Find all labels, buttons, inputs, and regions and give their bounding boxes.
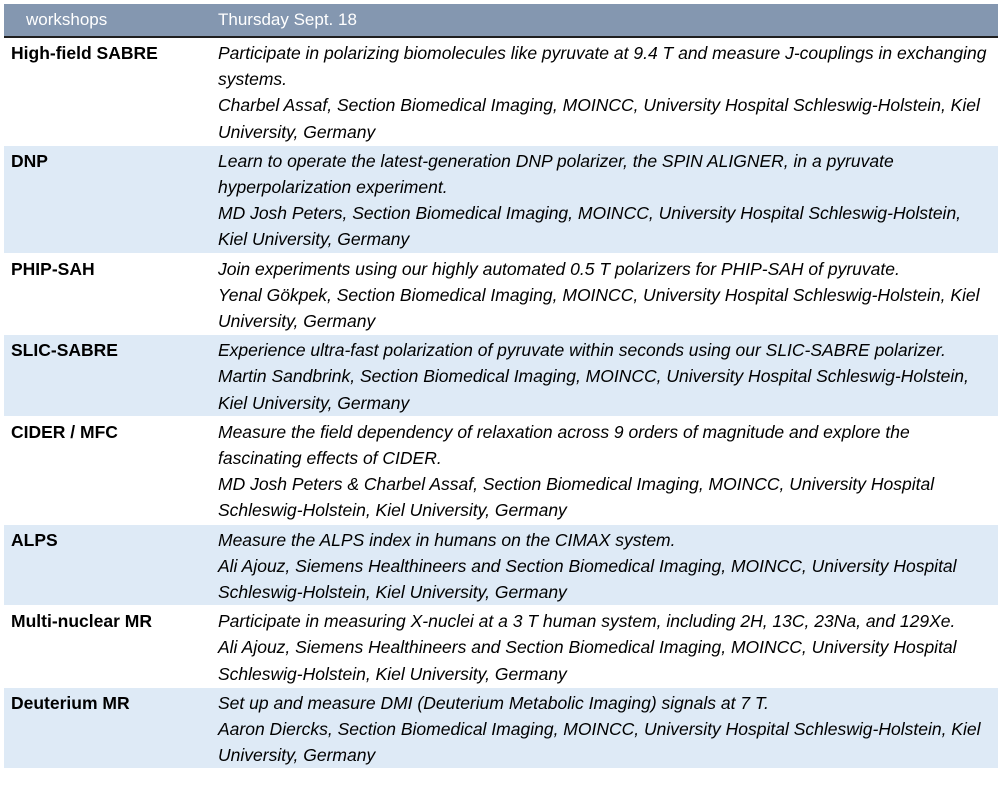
workshop-presenter: MD Josh Peters & Charbel Assaf, Section Biomedical Imaging, MOINCC, University Hospital Schleswig-Holstein, Kiel University, Germany — [218, 474, 935, 521]
workshop-row — [4, 38, 998, 146]
workshop-title: SLIC-SABRE — [11, 340, 118, 361]
workshop-presenter: Martin Sandbrink, Section Biomedical Imaging, MOINCC, University Hospital Schleswig-Holstein, Kiel University, Germany — [218, 366, 969, 413]
workshop-row — [4, 146, 998, 254]
workshop-details — [210, 146, 998, 253]
table-header — [4, 4, 998, 38]
workshop-details — [210, 417, 998, 524]
workshop-row — [4, 417, 998, 525]
workshop-description: Measure the ALPS index in humans on the CIMAX system. — [218, 529, 676, 550]
workshop-row — [4, 688, 998, 770]
header-workshops: workshops — [26, 10, 108, 29]
workshop-description: Participate in measuring X-nuclei at a 3 T human system, including 2H, 13C, 23Na, and 129Xe. — [218, 611, 956, 632]
workshop-title: Multi-nuclear MR — [11, 611, 152, 632]
workshop-presenter: Ali Ajouz, Siemens Healthineers and Section Biomedical Imaging, MOINCC, University Hospital Schleswig-Holstein, Kiel University, Germany — [218, 555, 957, 603]
workshop-row — [4, 606, 998, 688]
workshop-title: High-field SABRE — [11, 43, 158, 63]
workshop-details — [210, 688, 998, 769]
workshop-title: CIDER / MFC — [11, 421, 118, 442]
workshop-presenter: Aaron Diercks, Section Biomedical Imaging, MOINCC, University Hospital Schleswig-Holstein, Kiel University, Germany — [218, 719, 981, 766]
workshop-title: DNP — [11, 150, 48, 171]
workshop-schedule-table — [4, 4, 998, 769]
workshop-presenter: Charbel Assaf, Section Biomedical Imaging, MOINCC, University Hospital Schleswig-Holstein, Kiel University, Germany — [218, 95, 980, 142]
workshop-title: ALPS — [11, 529, 58, 550]
workshop-description: Learn to operate the latest-generation DNP polarizer, the SPIN ALIGNER, in a pyruvate hyperpolarization experiment. — [218, 150, 894, 198]
workshop-details — [210, 254, 998, 335]
workshop-description: Measure the field dependency of relaxation across 9 orders of magnitude and explore the fascinating effects of CIDER. — [218, 421, 910, 469]
workshop-row — [4, 335, 998, 417]
workshop-row — [4, 525, 998, 607]
workshop-title: Deuterium MR — [11, 692, 130, 713]
workshop-description: Join experiments using our highly automated 0.5 T polarizers for PHIP-SAH of pyruvate. — [218, 258, 900, 279]
workshop-presenter: Yenal Gökpek, Section Biomedical Imaging, MOINCC, University Hospital Schleswig-Holstein, Kiel University, Germany — [218, 284, 980, 332]
workshop-details — [210, 38, 998, 145]
workshop-details — [210, 335, 998, 416]
workshop-presenter: Ali Ajouz, Siemens Healthineers and Section Biomedical Imaging, MOINCC, University Hospital Schleswig-Holstein, Kiel University, Germany — [218, 637, 957, 684]
workshop-details — [210, 606, 998, 687]
workshop-description: Participate in polarizing biomolecules like pyruvate at 9.4 T and measure J-couplings in exchanging systems. — [218, 43, 987, 90]
workshop-description: Set up and measure DMI (Deuterium Metabolic Imaging) signals at 7 T. — [218, 692, 769, 713]
workshop-row — [4, 254, 998, 336]
workshop-description: Experience ultra-fast polarization of pyruvate within seconds using our SLIC-SABRE polarizer. — [218, 340, 946, 361]
workshop-details — [210, 525, 998, 606]
workshop-title: PHIP-SAH — [11, 258, 95, 279]
workshop-presenter: MD Josh Peters, Section Biomedical Imaging, MOINCC, University Hospital Schleswig-Holstein, Kiel University, Germany — [218, 203, 962, 250]
header-date: Thursday Sept. 18 — [218, 10, 357, 29]
